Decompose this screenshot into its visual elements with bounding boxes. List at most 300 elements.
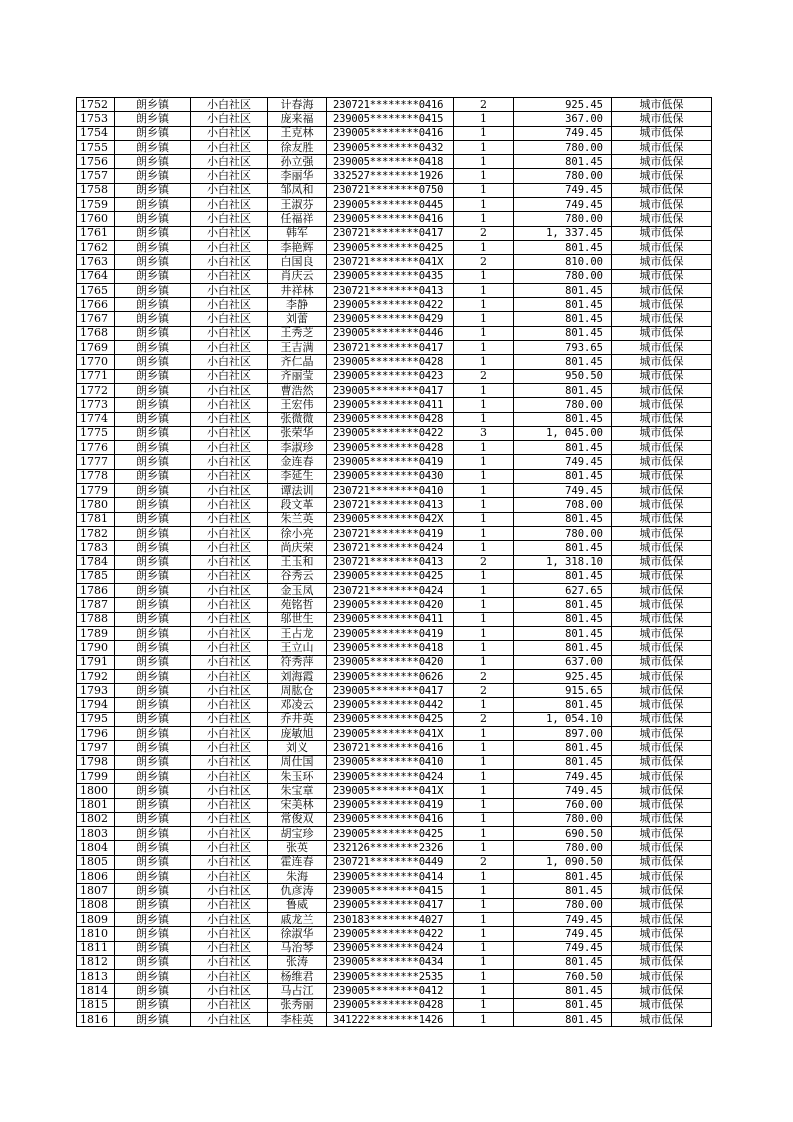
name-cell: 谭法训 <box>268 484 327 498</box>
town-cell: 朗乡镇 <box>115 269 191 283</box>
name-cell: 井祥林 <box>268 283 327 297</box>
assistance-type-cell: 城市低保 <box>612 226 712 240</box>
town-cell: 朗乡镇 <box>115 970 191 984</box>
seq-cell: 1775 <box>77 426 115 440</box>
community-cell: 小白社区 <box>191 555 268 569</box>
amount-cell: 801.45 <box>514 240 612 254</box>
assistance-type-cell: 城市低保 <box>612 927 712 941</box>
community-cell: 小白社区 <box>191 341 268 355</box>
household-count-cell: 1 <box>454 812 514 826</box>
name-cell: 尚庆荣 <box>268 541 327 555</box>
id-number-cell: 230721********0419 <box>327 526 454 540</box>
name-cell: 王占龙 <box>268 626 327 640</box>
assistance-type-cell: 城市低保 <box>612 941 712 955</box>
household-count-cell: 2 <box>454 555 514 569</box>
community-cell: 小白社区 <box>191 941 268 955</box>
name-cell: 李淑珍 <box>268 441 327 455</box>
household-count-cell: 1 <box>454 612 514 626</box>
id-number-cell: 230721********0410 <box>327 484 454 498</box>
assistance-type-cell: 城市低保 <box>612 183 712 197</box>
table-row <box>77 755 712 769</box>
assistance-type-cell: 城市低保 <box>612 255 712 269</box>
id-number-cell: 239005********0626 <box>327 669 454 683</box>
household-count-cell: 1 <box>454 927 514 941</box>
table-row <box>77 569 712 583</box>
id-number-cell: 239005********0419 <box>327 626 454 640</box>
amount-cell: 780.00 <box>514 898 612 912</box>
name-cell: 仇彦涛 <box>268 884 327 898</box>
name-cell: 任福祥 <box>268 212 327 226</box>
name-cell: 鲁威 <box>268 898 327 912</box>
seq-cell: 1754 <box>77 126 115 140</box>
assistance-type-cell: 城市低保 <box>612 755 712 769</box>
amount-cell: 801.45 <box>514 569 612 583</box>
household-count-cell: 1 <box>454 641 514 655</box>
assistance-type-cell: 城市低保 <box>612 1013 712 1027</box>
name-cell: 邓凌云 <box>268 698 327 712</box>
household-count-cell: 1 <box>454 870 514 884</box>
community-cell: 小白社区 <box>191 426 268 440</box>
id-number-cell: 239005********0414 <box>327 870 454 884</box>
id-number-cell: 230721********0424 <box>327 584 454 598</box>
amount-cell: 801.45 <box>514 641 612 655</box>
id-number-cell: 239005********0417 <box>327 898 454 912</box>
assistance-type-cell: 城市低保 <box>612 126 712 140</box>
seq-cell: 1773 <box>77 398 115 412</box>
name-cell: 苑铭哲 <box>268 598 327 612</box>
name-cell: 李桂英 <box>268 1013 327 1027</box>
seq-cell: 1814 <box>77 984 115 998</box>
household-count-cell: 1 <box>454 212 514 226</box>
community-cell: 小白社区 <box>191 684 268 698</box>
table-row <box>77 912 712 926</box>
id-number-cell: 239005********0435 <box>327 269 454 283</box>
table-row <box>77 970 712 984</box>
community-cell: 小白社区 <box>191 784 268 798</box>
amount-cell: 801.45 <box>514 598 612 612</box>
household-count-cell: 1 <box>454 727 514 741</box>
assistance-type-cell: 城市低保 <box>612 240 712 254</box>
name-cell: 张英 <box>268 841 327 855</box>
town-cell: 朗乡镇 <box>115 626 191 640</box>
household-count-cell: 1 <box>454 240 514 254</box>
town-cell: 朗乡镇 <box>115 541 191 555</box>
table-row <box>77 455 712 469</box>
id-number-cell: 239005********0422 <box>327 298 454 312</box>
seq-cell: 1768 <box>77 326 115 340</box>
town-cell: 朗乡镇 <box>115 469 191 483</box>
amount-cell: 749.45 <box>514 198 612 212</box>
id-number-cell: 239005********0419 <box>327 455 454 469</box>
seq-cell: 1766 <box>77 298 115 312</box>
town-cell: 朗乡镇 <box>115 684 191 698</box>
assistance-type-cell: 城市低保 <box>612 112 712 126</box>
seq-cell: 1812 <box>77 955 115 969</box>
assistance-type-cell: 城市低保 <box>612 283 712 297</box>
town-cell: 朗乡镇 <box>115 855 191 869</box>
household-count-cell: 1 <box>454 541 514 555</box>
assistance-type-cell: 城市低保 <box>612 669 712 683</box>
assistance-type-cell: 城市低保 <box>612 441 712 455</box>
amount-cell: 749.45 <box>514 941 612 955</box>
household-count-cell: 1 <box>454 741 514 755</box>
assistance-type-cell: 城市低保 <box>612 655 712 669</box>
household-count-cell: 1 <box>454 598 514 612</box>
town-cell: 朗乡镇 <box>115 955 191 969</box>
household-count-cell: 1 <box>454 484 514 498</box>
seq-cell: 1757 <box>77 169 115 183</box>
community-cell: 小白社区 <box>191 126 268 140</box>
name-cell: 刘义 <box>268 741 327 755</box>
name-cell: 王淑芬 <box>268 198 327 212</box>
amount-cell: 780.00 <box>514 140 612 154</box>
name-cell: 王玉和 <box>268 555 327 569</box>
table-row <box>77 684 712 698</box>
seq-cell: 1791 <box>77 655 115 669</box>
assistance-type-cell: 城市低保 <box>612 212 712 226</box>
name-cell: 孙立强 <box>268 155 327 169</box>
town-cell: 朗乡镇 <box>115 283 191 297</box>
table-row <box>77 741 712 755</box>
assistance-type-cell: 城市低保 <box>612 626 712 640</box>
town-cell: 朗乡镇 <box>115 126 191 140</box>
community-cell: 小白社区 <box>191 541 268 555</box>
seq-cell: 1780 <box>77 498 115 512</box>
amount-cell: 760.00 <box>514 798 612 812</box>
assistance-type-cell: 城市低保 <box>612 383 712 397</box>
id-number-cell: 230721********0417 <box>327 341 454 355</box>
amount-cell: 1, 337.45 <box>514 226 612 240</box>
amount-cell: 1, 054.10 <box>514 712 612 726</box>
assistance-type-cell: 城市低保 <box>612 841 712 855</box>
id-number-cell: 239005********0419 <box>327 798 454 812</box>
assistance-type-cell: 城市低保 <box>612 469 712 483</box>
assistance-type-cell: 城市低保 <box>612 569 712 583</box>
town-cell: 朗乡镇 <box>115 484 191 498</box>
community-cell: 小白社区 <box>191 484 268 498</box>
amount-cell: 897.00 <box>514 727 612 741</box>
seq-cell: 1799 <box>77 769 115 783</box>
household-count-cell: 1 <box>454 512 514 526</box>
community-cell: 小白社区 <box>191 970 268 984</box>
table-row <box>77 212 712 226</box>
town-cell: 朗乡镇 <box>115 383 191 397</box>
household-count-cell: 1 <box>454 955 514 969</box>
assistance-type-cell: 城市低保 <box>612 984 712 998</box>
seq-cell: 1758 <box>77 183 115 197</box>
id-number-cell: 239005********0416 <box>327 812 454 826</box>
id-number-cell: 230721********041X <box>327 255 454 269</box>
id-number-cell: 230721********0417 <box>327 226 454 240</box>
table-row <box>77 126 712 140</box>
household-count-cell: 1 <box>454 1013 514 1027</box>
household-count-cell: 1 <box>454 998 514 1012</box>
seq-cell: 1788 <box>77 612 115 626</box>
id-number-cell: 230183********4027 <box>327 912 454 926</box>
household-count-cell: 1 <box>454 755 514 769</box>
community-cell: 小白社区 <box>191 455 268 469</box>
seq-cell: 1811 <box>77 941 115 955</box>
household-count-cell: 2 <box>454 684 514 698</box>
id-number-cell: 239005********0430 <box>327 469 454 483</box>
town-cell: 朗乡镇 <box>115 312 191 326</box>
name-cell: 王克林 <box>268 126 327 140</box>
seq-cell: 1762 <box>77 240 115 254</box>
household-count-cell: 2 <box>454 369 514 383</box>
amount-cell: 801.45 <box>514 870 612 884</box>
town-cell: 朗乡镇 <box>115 555 191 569</box>
town-cell: 朗乡镇 <box>115 455 191 469</box>
town-cell: 朗乡镇 <box>115 212 191 226</box>
name-cell: 徐小亮 <box>268 526 327 540</box>
seq-cell: 1770 <box>77 355 115 369</box>
assistance-type-cell: 城市低保 <box>612 912 712 926</box>
seq-cell: 1797 <box>77 741 115 755</box>
id-number-cell: 239005********0411 <box>327 398 454 412</box>
community-cell: 小白社区 <box>191 369 268 383</box>
household-count-cell: 1 <box>454 626 514 640</box>
assistance-type-cell: 城市低保 <box>612 998 712 1012</box>
seq-cell: 1771 <box>77 369 115 383</box>
name-cell: 周肱仓 <box>268 684 327 698</box>
table-row <box>77 669 712 683</box>
amount-cell: 637.00 <box>514 655 612 669</box>
id-number-cell: 239005********0428 <box>327 998 454 1012</box>
name-cell: 杨维君 <box>268 970 327 984</box>
seq-cell: 1755 <box>77 140 115 154</box>
seq-cell: 1789 <box>77 626 115 640</box>
community-cell: 小白社区 <box>191 584 268 598</box>
amount-cell: 810.00 <box>514 255 612 269</box>
town-cell: 朗乡镇 <box>115 240 191 254</box>
name-cell: 白国良 <box>268 255 327 269</box>
household-count-cell: 1 <box>454 569 514 583</box>
household-count-cell: 1 <box>454 355 514 369</box>
household-count-cell: 1 <box>454 198 514 212</box>
table-row <box>77 283 712 297</box>
amount-cell: 801.45 <box>514 283 612 297</box>
town-cell: 朗乡镇 <box>115 727 191 741</box>
town-cell: 朗乡镇 <box>115 140 191 154</box>
household-count-cell: 2 <box>454 669 514 683</box>
name-cell: 王宏伟 <box>268 398 327 412</box>
town-cell: 朗乡镇 <box>115 998 191 1012</box>
town-cell: 朗乡镇 <box>115 841 191 855</box>
amount-cell: 801.45 <box>514 512 612 526</box>
name-cell: 王吉满 <box>268 341 327 355</box>
community-cell: 小白社区 <box>191 798 268 812</box>
amount-cell: 749.45 <box>514 126 612 140</box>
household-count-cell: 1 <box>454 769 514 783</box>
assistance-type-cell: 城市低保 <box>612 884 712 898</box>
community-cell: 小白社区 <box>191 641 268 655</box>
id-number-cell: 230721********0750 <box>327 183 454 197</box>
seq-cell: 1800 <box>77 784 115 798</box>
seq-cell: 1816 <box>77 1013 115 1027</box>
community-cell: 小白社区 <box>191 98 268 112</box>
amount-cell: 801.45 <box>514 469 612 483</box>
amount-cell: 760.50 <box>514 970 612 984</box>
amount-cell: 749.45 <box>514 183 612 197</box>
table-row <box>77 784 712 798</box>
seq-cell: 1792 <box>77 669 115 683</box>
table-row <box>77 555 712 569</box>
amount-cell: 801.45 <box>514 984 612 998</box>
town-cell: 朗乡镇 <box>115 927 191 941</box>
town-cell: 朗乡镇 <box>115 512 191 526</box>
name-cell: 朱兰英 <box>268 512 327 526</box>
name-cell: 张荣华 <box>268 426 327 440</box>
amount-cell: 801.45 <box>514 741 612 755</box>
amount-cell: 780.00 <box>514 269 612 283</box>
assistance-type-cell: 城市低保 <box>612 312 712 326</box>
assistance-type-cell: 城市低保 <box>612 727 712 741</box>
town-cell: 朗乡镇 <box>115 398 191 412</box>
table-row <box>77 655 712 669</box>
table-row <box>77 841 712 855</box>
town-cell: 朗乡镇 <box>115 298 191 312</box>
town-cell: 朗乡镇 <box>115 526 191 540</box>
table-row <box>77 798 712 812</box>
community-cell: 小白社区 <box>191 441 268 455</box>
household-count-cell: 1 <box>454 469 514 483</box>
assistance-type-cell: 城市低保 <box>612 684 712 698</box>
household-count-cell: 1 <box>454 312 514 326</box>
household-count-cell: 1 <box>454 970 514 984</box>
community-cell: 小白社区 <box>191 183 268 197</box>
amount-cell: 1, 318.10 <box>514 555 612 569</box>
community-cell: 小白社区 <box>191 140 268 154</box>
assistance-type-cell: 城市低保 <box>612 870 712 884</box>
id-number-cell: 232126********2326 <box>327 841 454 855</box>
table-row <box>77 698 712 712</box>
household-count-cell: 1 <box>454 455 514 469</box>
amount-cell: 801.45 <box>514 383 612 397</box>
name-cell: 戚龙兰 <box>268 912 327 926</box>
amount-cell: 780.00 <box>514 812 612 826</box>
household-count-cell: 1 <box>454 326 514 340</box>
table-row <box>77 870 712 884</box>
name-cell: 齐仁晶 <box>268 355 327 369</box>
id-number-cell: 239005********0417 <box>327 684 454 698</box>
assistance-type-cell: 城市低保 <box>612 426 712 440</box>
household-count-cell: 1 <box>454 140 514 154</box>
town-cell: 朗乡镇 <box>115 498 191 512</box>
seq-cell: 1781 <box>77 512 115 526</box>
household-count-cell: 1 <box>454 655 514 669</box>
seq-cell: 1764 <box>77 269 115 283</box>
household-count-cell: 1 <box>454 498 514 512</box>
assistance-type-cell: 城市低保 <box>612 955 712 969</box>
town-cell: 朗乡镇 <box>115 326 191 340</box>
household-count-cell: 1 <box>454 155 514 169</box>
seq-cell: 1761 <box>77 226 115 240</box>
table-row <box>77 326 712 340</box>
community-cell: 小白社区 <box>191 255 268 269</box>
town-cell: 朗乡镇 <box>115 426 191 440</box>
community-cell: 小白社区 <box>191 655 268 669</box>
community-cell: 小白社区 <box>191 827 268 841</box>
seq-cell: 1783 <box>77 541 115 555</box>
amount-cell: 690.50 <box>514 827 612 841</box>
household-count-cell: 1 <box>454 584 514 598</box>
name-cell: 李静 <box>268 298 327 312</box>
assistance-type-cell: 城市低保 <box>612 584 712 598</box>
town-cell: 朗乡镇 <box>115 226 191 240</box>
assistance-type-cell: 城市低保 <box>612 855 712 869</box>
id-number-cell: 239005********0424 <box>327 769 454 783</box>
household-count-cell: 2 <box>454 98 514 112</box>
id-number-cell: 239005********0445 <box>327 198 454 212</box>
id-number-cell: 239005********2535 <box>327 970 454 984</box>
table-row <box>77 641 712 655</box>
seq-cell: 1801 <box>77 798 115 812</box>
amount-cell: 749.45 <box>514 769 612 783</box>
table-row <box>77 1013 712 1027</box>
name-cell: 李丽华 <box>268 169 327 183</box>
town-cell: 朗乡镇 <box>115 612 191 626</box>
assistance-type-cell: 城市低保 <box>612 398 712 412</box>
seq-cell: 1808 <box>77 898 115 912</box>
seq-cell: 1796 <box>77 727 115 741</box>
name-cell: 韩军 <box>268 226 327 240</box>
community-cell: 小白社区 <box>191 698 268 712</box>
seq-cell: 1774 <box>77 412 115 426</box>
assistance-type-cell: 城市低保 <box>612 798 712 812</box>
name-cell: 李艳辉 <box>268 240 327 254</box>
town-cell: 朗乡镇 <box>115 641 191 655</box>
amount-cell: 780.00 <box>514 169 612 183</box>
town-cell: 朗乡镇 <box>115 155 191 169</box>
town-cell: 朗乡镇 <box>115 198 191 212</box>
household-count-cell: 1 <box>454 784 514 798</box>
table-row <box>77 183 712 197</box>
seq-cell: 1756 <box>77 155 115 169</box>
name-cell: 朱宝章 <box>268 784 327 798</box>
seq-cell: 1777 <box>77 455 115 469</box>
assistance-type-cell: 城市低保 <box>612 169 712 183</box>
amount-cell: 627.65 <box>514 584 612 598</box>
name-cell: 徐友胜 <box>268 140 327 154</box>
amount-cell: 801.45 <box>514 355 612 369</box>
community-cell: 小白社区 <box>191 626 268 640</box>
household-count-cell: 1 <box>454 112 514 126</box>
community-cell: 小白社区 <box>191 955 268 969</box>
id-number-cell: 239005********0417 <box>327 383 454 397</box>
id-number-cell: 341222********1426 <box>327 1013 454 1027</box>
table-row <box>77 598 712 612</box>
name-cell: 王秀芝 <box>268 326 327 340</box>
seq-cell: 1810 <box>77 927 115 941</box>
assistance-type-cell: 城市低保 <box>612 155 712 169</box>
household-count-cell: 1 <box>454 912 514 926</box>
household-count-cell: 1 <box>454 898 514 912</box>
table-row <box>77 383 712 397</box>
table-row <box>77 626 712 640</box>
seq-cell: 1798 <box>77 755 115 769</box>
table-row <box>77 369 712 383</box>
community-cell: 小白社区 <box>191 312 268 326</box>
name-cell: 马占江 <box>268 984 327 998</box>
table-row <box>77 612 712 626</box>
community-cell: 小白社区 <box>191 884 268 898</box>
community-cell: 小白社区 <box>191 741 268 755</box>
seq-cell: 1802 <box>77 812 115 826</box>
household-count-cell: 2 <box>454 226 514 240</box>
id-number-cell: 239005********0410 <box>327 755 454 769</box>
community-cell: 小白社区 <box>191 326 268 340</box>
assistance-type-cell: 城市低保 <box>612 198 712 212</box>
